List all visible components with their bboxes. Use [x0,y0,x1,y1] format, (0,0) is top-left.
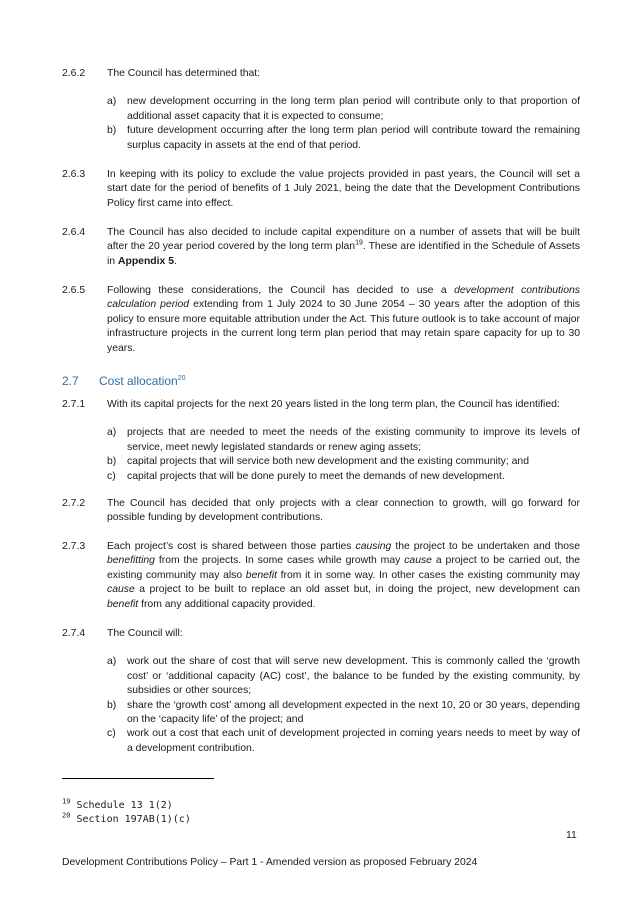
list-letter: b) [107,456,117,468]
clause-number: 2.7.2 [62,498,86,509]
list-letter: b) [107,125,117,137]
clause-text: Following these considerations, the Council has decided to use a development contributions calculation period extending from 1 July 2024 to 30 June 2054 – 30 years after the adoption of this policy to ensure more equitable attribution under the Act. This future outlook is to take account of major infrastructure projects in the current long term plan period that may retain spare capacity for up to 30 years. [107,285,580,354]
clause-2-6-3 [62,168,580,211]
list-letter: c) [107,470,116,482]
list-letter: c) [107,728,116,740]
section-title: Cost allocation [99,374,178,388]
list-text: capital projects that will be done purely to meet the demands of new development. [127,470,505,482]
list-item [107,470,580,484]
list-text: capital projects that will service both new development and the existing community; and [127,456,529,468]
list-text: work out the share of cost that will serve new development. This is commonly called the ‘growth cost’ or ‘additional capacity (AC) cost’, the balance to be funded by the existing community, by subsidies or other sources; [127,656,580,697]
clause-intro: With its capital projects for the next 20 years listed in the long term plan, the Council has identified: [107,399,560,410]
footnote-ref: 20 [177,375,186,382]
list-text: projects that are needed to meet the needs of the existing community to improve its levels of service, meet newly legislated standards or renew aging assets; [127,427,580,453]
clause-2-6-2 [62,67,580,153]
footnote-ref: 19 [355,239,363,247]
footnote: $^{19}$ Schedule 13 1(2) [62,797,173,811]
clause-2-6-5 [62,284,580,356]
list-item [107,727,580,756]
footnote: $^{20}$ Section 197AB(1)(c) [62,811,191,825]
clause-text: The Council has also decided to include capital expenditure on a number of assets that will be built after the 20 year period covered by the long term plan$^{19}$. These are identified in the Schedule of Assets in Appendix 5. [107,227,581,267]
clause-text: The Council has decided that only projects with a clear connection to growth, will go forward for possible funding by development contributions. [107,498,580,524]
list-item [107,699,580,728]
appendix-ref: Appendix 5 [117,255,174,267]
list-text: future development occurring after the long term plan period will contribute toward the remaining surplus capacity in assets at the end of that period. [127,125,580,151]
list-letter: a) [107,427,117,439]
clause-text: Each project’s cost is shared between those parties causing the project to be undertaken and those benefitting from the projects. In some cases while growth may cause a project to be carried out, the existing community may also benefit from it in some way. In other cases the existing community may cause a project to be built to replace an old asset but, in doing the project, new development can benefit from any additional capacity provided. [107,541,581,610]
clause-2-7-2 [62,497,580,526]
list-item [107,426,580,455]
clause-number: 2.7.4 [62,628,86,639]
list-text: work out a cost that each unit of development projected in coming years needs to meet by way of a development contribution. [127,728,580,754]
page-number: 11 [566,830,577,841]
list-item [107,655,580,698]
clause-number: 2.7.1 [62,399,86,410]
footnote-separator [62,778,214,779]
clause-number: 2.7.3 [62,541,86,552]
list-letter: a) [107,96,117,108]
list-text: share the ‘growth cost’ among all development expected in the next 10, 20 or 30 years, depending on the ‘capacity life’ of the project; and [127,699,580,726]
clause-number: 2.6.4 [62,227,86,238]
list-item [107,95,580,124]
clause-2-6-4 [62,226,580,269]
clause-text: In keeping with its policy to exclude the value projects provided in past years, the Council will set a start date for the period of benefits of 1 July 2021, being the date that the Development Contributions Policy first came into effect. [107,169,580,209]
list-item [107,455,580,469]
clause-number: 2.6.5 [62,285,86,296]
list-letter: a) [107,656,117,668]
clause-2-7-4 [62,627,580,756]
clause-number: 2.6.2 [62,68,86,79]
clause-intro: The Council will: [107,628,183,639]
clause-2-7-1 [62,398,580,484]
list-text: new development occurring in the long term plan period will contribute only to that proportion of additional asset capacity that it is expected to consume; [127,96,580,122]
list-item [107,124,580,153]
section-number: 2.7 [62,374,79,388]
clause-intro: The Council has determined that: [107,68,261,79]
list-letter: b) [107,699,117,711]
page-footer: Development Contributions Policy – Part 1 - Amended version as proposed February 2024 [62,857,478,868]
clause-2-7-3 [62,540,580,612]
clause-number: 2.6.3 [62,169,86,180]
